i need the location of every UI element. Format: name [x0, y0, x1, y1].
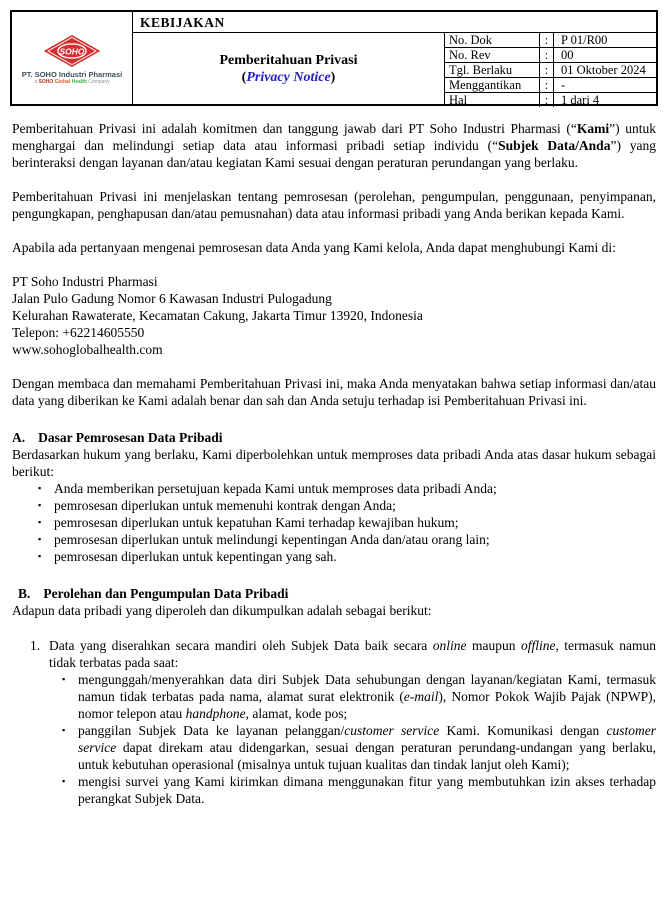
info-label: No. Rev [445, 48, 540, 62]
info-row-no-rev [445, 48, 656, 63]
info-value: 1 dari 4 [561, 93, 600, 107]
info-label: Menggantikan [445, 78, 540, 92]
document-header-table [10, 10, 658, 106]
document-body [10, 106, 658, 807]
info-value: - [561, 78, 566, 92]
numbered-item-1 [12, 637, 656, 671]
square-bullet-icon: ▪ [38, 534, 42, 544]
address-city: Kelurahan Rawaterate, Kecamatan Cakung, Jakarta Timur 13920, Indonesia [12, 308, 423, 323]
info-label: No. Dok [445, 33, 540, 47]
bullet-text: pemrosesan diperlukan untuk kepatuhan Kami terhadap kewajiban hukum; [54, 515, 459, 530]
section-b-intro: Adapun data pribadi yang diperoleh dan dikumpulkan adalah sebagai berikut: [12, 603, 432, 618]
item-number: 1. [30, 638, 41, 653]
bullet-text: Anda memberikan persetujuan kepada Kami untuk memproses data pribadi Anda; [54, 481, 497, 496]
company-name: PT. SOHO Industri Pharmasi [21, 69, 123, 79]
section-b-number: B. [18, 586, 31, 601]
list-item [12, 531, 656, 548]
document-type-label: KEBIJAKAN [133, 12, 656, 33]
soho-diamond-logo-icon [43, 35, 101, 67]
soho-logo-text: SOHO [59, 45, 85, 56]
document-title: Pemberitahuan Privasi [219, 52, 358, 68]
bullet-text: pemrosesan diperlukan untuk kepentingan yang sah. [54, 549, 337, 564]
document-subtitle: (Privacy Notice) [241, 69, 336, 85]
list-item [12, 773, 656, 807]
section-a-title: Dasar Pemrosesan Data Pribadi [38, 430, 223, 445]
section-b-title: Perolehan dan Pengumpulan Data Pribadi [43, 586, 289, 601]
list-item [12, 497, 656, 514]
section-a-heading [12, 429, 656, 446]
info-value: P 01/R00 [561, 33, 608, 47]
info-colon: : [540, 48, 554, 62]
paragraph-contact-intro: Apabila ada pertanyaan mengenai pemrosesan data Anda yang Kami kelola, Anda dapat menghubungi Kami di: [12, 240, 616, 255]
company-tagline: a SOHO Global Health Company [34, 78, 110, 85]
info-row-no-dok [445, 33, 656, 48]
spacer [12, 619, 656, 637]
square-bullet-icon: ▪ [38, 551, 42, 561]
document-info-table [445, 33, 656, 107]
info-colon: : [540, 78, 554, 92]
paragraph-intro: Pemberitahuan Privasi ini adalah komitmen dan tanggung jawab dari PT Soho Industri Pharmasi (“Kami”) untuk menghargai dan melindungi setiap data atau informasi pribadi setiap individu (“Subjek Data/Anda”) yang berinteraksi dengan layanan dan/atau kegiatan Kami sesuai dengan peraturan perundangan yang berlaku. [12, 121, 657, 170]
bullet-text: mengunggah/menyerahkan data diri Subjek Data sehubungan dengan layanan/kegiatan Kami, termasuk namun tidak terbatas pada nama, alamat surat elektronik (e-mail), Nomor Pokok Wajib Pajak (NPWP), nomor telepon atau handphone, alamat, kode pos; [78, 672, 656, 721]
info-value: 00 [561, 48, 574, 62]
address-company: PT Soho Industri Pharmasi [12, 274, 158, 289]
bullet-text: panggilan Subjek Data ke layanan pelanggan/customer service Kami. Komunikasi dengan customer service dapat direkam atau didengarkan, sesuai dengan peraturan perundang-undangan yang berlaku, untuk kebutuhan operasional (misalnya untuk tujuan kualitas dan tindak lanjut oleh Kami); [78, 723, 656, 772]
company-logo-cell [12, 12, 133, 104]
header-lower [133, 33, 656, 107]
square-bullet-icon: ▪ [62, 674, 66, 684]
bullet-text: pemrosesan diperlukan untuk memenuhi kontrak dengan Anda; [54, 498, 396, 513]
info-row-menggantikan [445, 78, 656, 93]
paragraph-consent: Dengan membaca dan memahami Pemberitahuan Privasi ini, maka Anda menyatakan bahwa setiap informasi dan/atau data yang diberikan ke Kami adalah benar dan sah dan Anda setuju terhadap isi Pemberitahuan Privasi ini. [12, 376, 656, 408]
section-a-number: A. [12, 430, 26, 445]
info-label: Tgl. Berlaku [445, 63, 540, 77]
address-website: www.sohoglobalhealth.com [12, 342, 163, 357]
paragraph-processing: Pemberitahuan Privasi ini menjelaskan tentang pemrosesan (perolehan, pengumpulan, penggunaan, penyimpanan, pengungkapan, penghapusan dan/atau pemusnahan) data atau informasi pribadi yang Anda berikan kepada Kami. [12, 189, 656, 221]
square-bullet-icon: ▪ [38, 500, 42, 510]
list-item [12, 671, 656, 722]
contact-address-block [12, 273, 656, 358]
bullet-text: mengisi survei yang Kami kirimkan dimana menggunakan fitur yang membutuhkan izin akses terhadap perangkat Subjek Data. [78, 774, 656, 806]
info-value: 01 Oktober 2024 [561, 63, 646, 77]
address-street: Jalan Pulo Gadung Nomor 6 Kawasan Industri Pulogadung [12, 291, 332, 306]
list-item [12, 722, 656, 773]
info-row-hal [445, 93, 656, 107]
info-colon: : [540, 63, 554, 77]
item-text: Data yang diserahkan secara mandiri oleh Subjek Data baik secara online maupun offline, termasuk namun tidak terbatas pada saat: [49, 638, 656, 670]
address-phone: Telepon: +62214605550 [12, 325, 145, 340]
info-colon: : [540, 93, 554, 107]
square-bullet-icon: ▪ [62, 725, 66, 735]
square-bullet-icon: ▪ [38, 517, 42, 527]
info-label: Hal [445, 93, 540, 107]
section-b-heading [12, 585, 656, 602]
list-item [12, 480, 656, 497]
header-right [133, 12, 656, 107]
bullet-text: pemrosesan diperlukan untuk melindungi kepentingan Anda dan/atau orang lain; [54, 532, 490, 547]
info-row-tgl-berlaku [445, 63, 656, 78]
square-bullet-icon: ▪ [38, 483, 42, 493]
section-a-intro: Berdasarkan hukum yang berlaku, Kami diperbolehkan untuk memproses data pribadi Anda atas dasar hukum sebagai berikut: [12, 447, 656, 479]
info-colon: : [540, 33, 554, 47]
list-item [12, 548, 656, 565]
list-item [12, 514, 656, 531]
square-bullet-icon: ▪ [62, 776, 66, 786]
document-title-cell [133, 33, 445, 104]
